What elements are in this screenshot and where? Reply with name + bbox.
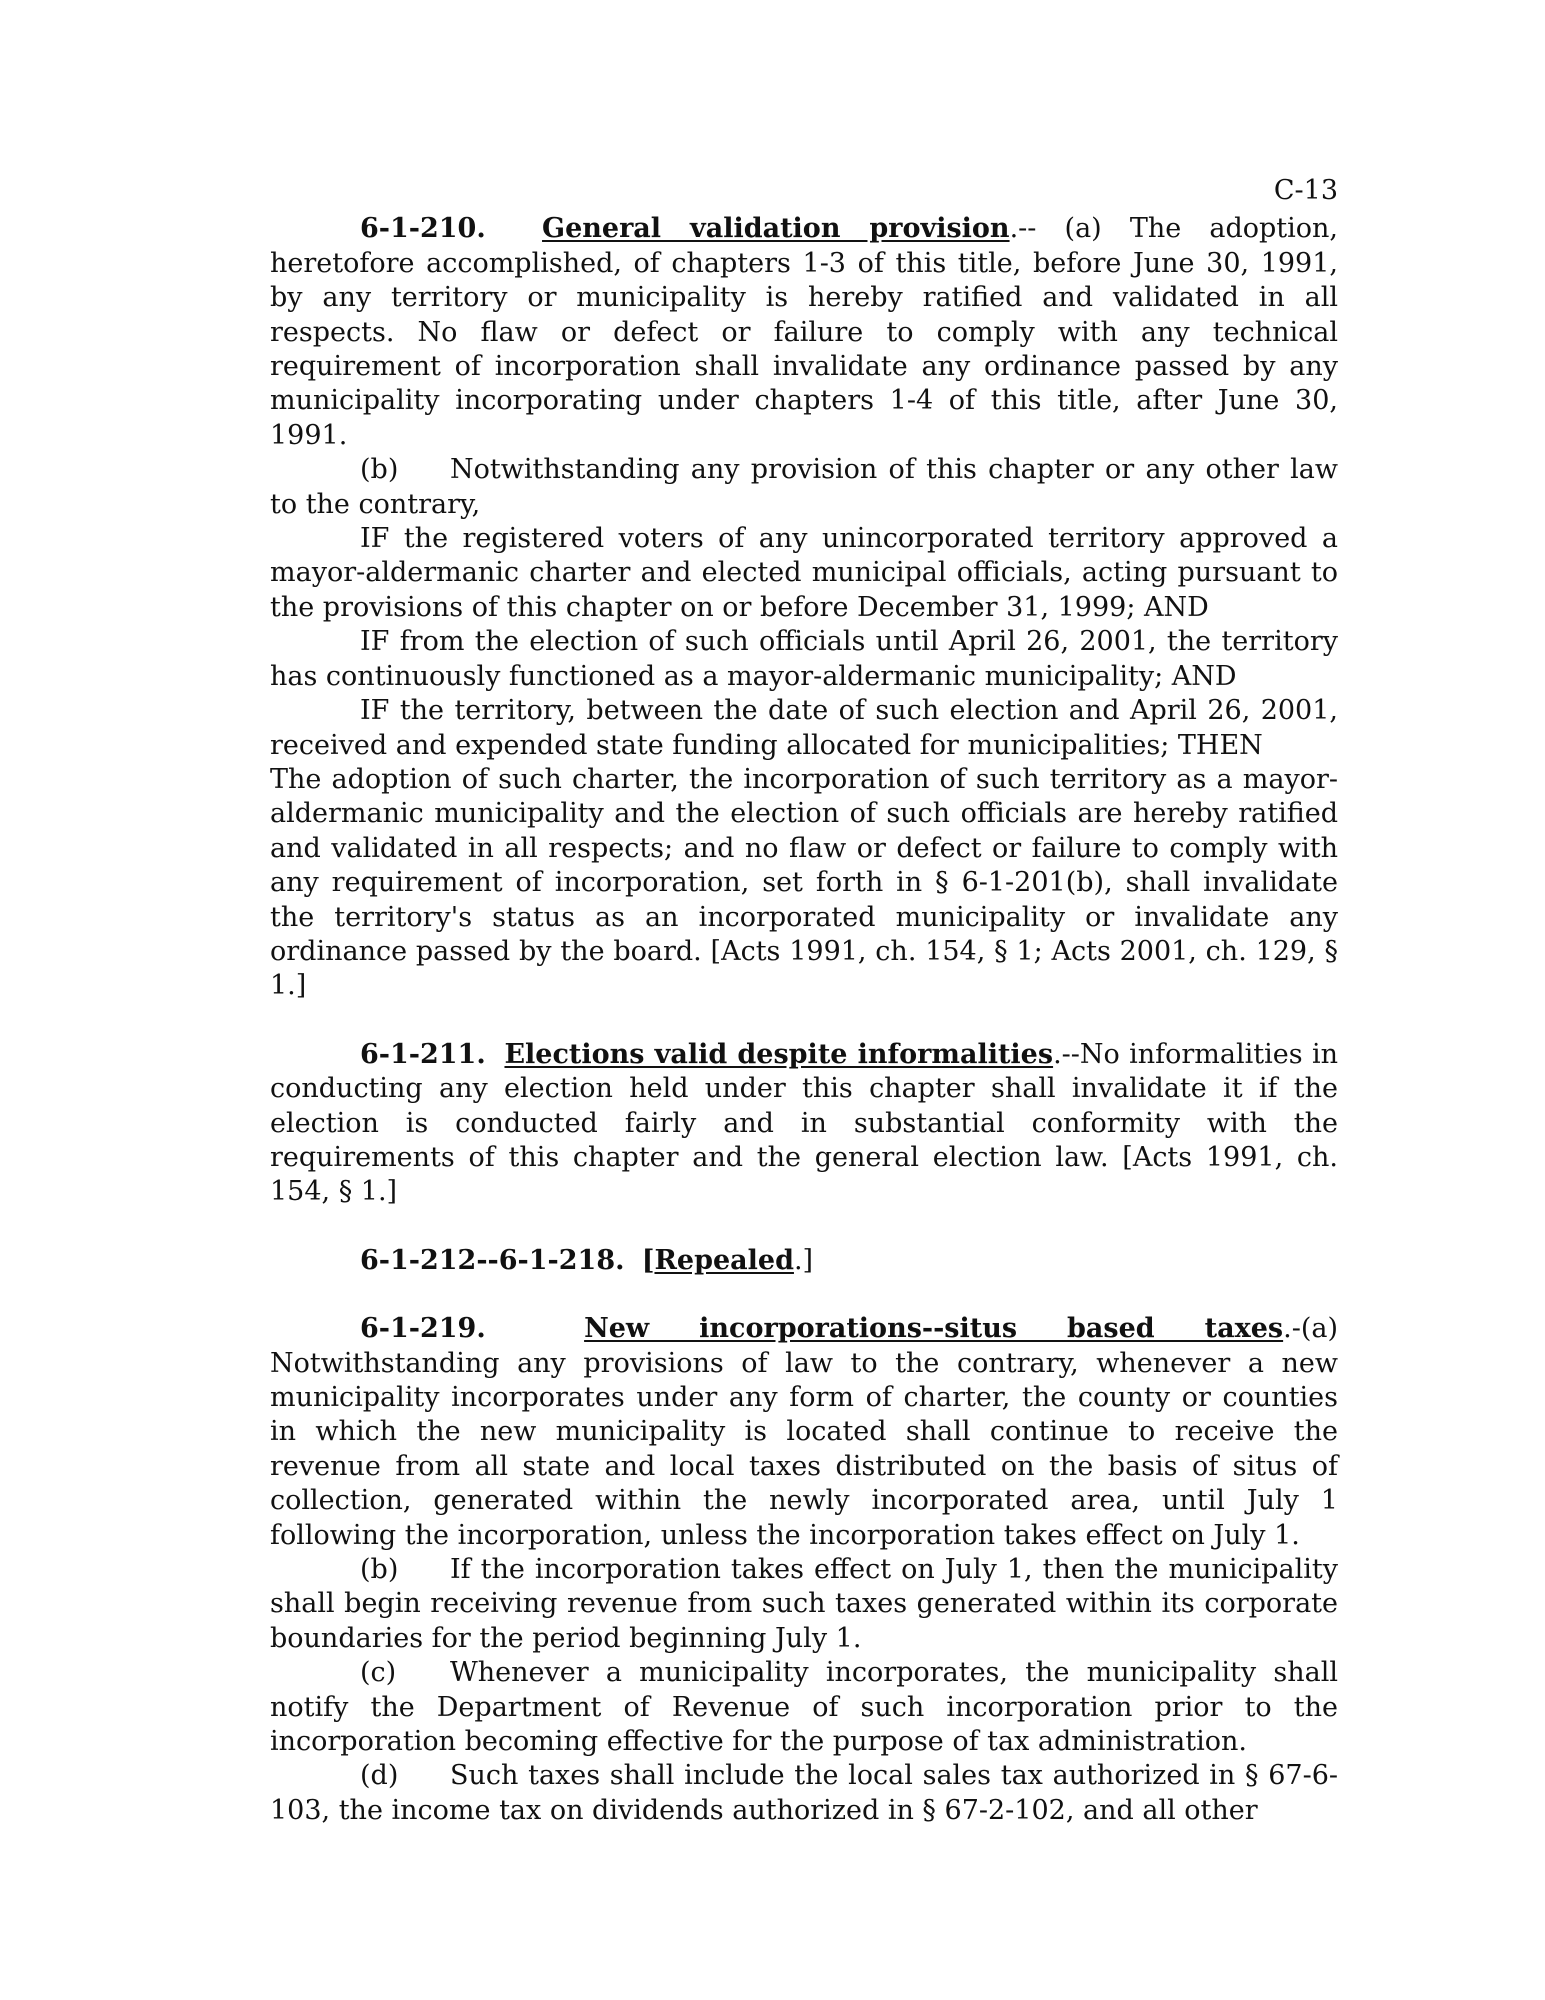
section-212-218 <box>270 1244 1338 1278</box>
section-gap <box>270 1210 1338 1244</box>
page-number: C-13 <box>1273 175 1338 206</box>
section-210-if3: IF the territory, between the date of such election and April 26, 2001, received and expended state funding allocated for municipalities; THEN <box>270 695 1338 761</box>
subsection-text: If the incorporation takes effect on July 1, then the municipality shall begin receiving revenue from such taxes generated within its corporate boundaries for the period beginning July 1. <box>270 1554 1338 1654</box>
subsection-text: Such taxes shall include the local sales tax authorized in § 67-6-103, the income tax on dividends authorized in § 67-2-102, and all other <box>270 1760 1338 1826</box>
section-210-b <box>270 453 1338 522</box>
section-text: .-- (a) The adoption, heretofore accomplished, of chapters 1-3 of this title, before June 30, 1991, by any territory or municipality is hereby ratified and validated in all respects. No flaw or defect or failure to comply with any technical requirement of incorporation shall invalidate any ordinance passed by any municipality incorporating under chapters 1-4 of this title, after June 30, 1991. <box>270 213 1338 451</box>
section-210-if1: IF the registered voters of any unincorporated territory approved a mayor-aldermanic charter and elected municipal officials, acting pursuant to the provisions of this chapter on or before December 31, 1999; AND <box>270 523 1338 623</box>
section-number: 6-1-219. <box>360 1313 486 1345</box>
section-number: 6-1-211. <box>360 1038 486 1070</box>
section-gap <box>270 1004 1338 1038</box>
section-gap <box>270 1278 1338 1312</box>
section-210-a <box>270 212 1338 453</box>
subsection-label: (d) <box>360 1760 399 1792</box>
section-210-then: The adoption of such charter, the incorporation of such territory as a mayor-aldermanic municipality and the election of such officials are hereby ratified and validated in all respects; and no flaw or defect or failure to comply with any requirement of incorporation, set forth in § 6-1-201(b), shall invalidate the territory's status as an incorporated municipality or invalidate any ordinance passed by the board. [Acts 1991, ch. 154, § 1; Acts 2001, ch. 129, § 1.] <box>270 763 1338 1002</box>
bracket-close: .] <box>793 1244 814 1276</box>
section-title: Elections valid despite informalities <box>504 1038 1054 1070</box>
section-title: New incorporations--situs based taxes <box>584 1313 1284 1345</box>
section-title: General validation provision <box>542 213 1010 245</box>
section-text: .-(a) Notwithstanding any provisions of law to the contrary, whenever a new municipality incorporates under any form of charter, the county or counties in which the new municipality is located shall continue to receive the revenue from all state and local taxes distributed on the basis of situs of collection, generated within the newly incorporated area, until July 1 following the incorporation, unless the incorporation takes effect on July 1. <box>270 1313 1338 1551</box>
subsection-label: (b) <box>360 1554 399 1586</box>
section-219-c <box>270 1656 1338 1759</box>
document-page <box>270 174 1338 1828</box>
section-text: .--No informalities in conducting any election held under this chapter shall invalidate it if the election is conducted fairly and in substantial conformity with the requirements of this chapter and the general election law. [Acts 1991, ch. 154, § 1.] <box>270 1038 1338 1208</box>
bracket-open: [ <box>641 1244 655 1276</box>
subsection-text: Whenever a municipality incorporates, the municipality shall notify the Department of Revenue of such incorporation prior to the incorporation becoming effective for the purpose of tax administration. <box>270 1657 1338 1758</box>
section-number: 6-1-210. <box>360 213 486 245</box>
section-number: 6-1-212--6-1-218. <box>360 1244 625 1276</box>
subsection-label: (b) <box>360 454 399 486</box>
section-219-d <box>270 1759 1338 1828</box>
subsection-text: Notwithstanding any provision of this chapter or any other law to the contrary, <box>270 454 1338 520</box>
section-219-b <box>270 1553 1338 1656</box>
section-210-if2: IF from the election of such officials until April 26, 2001, the territory has continuously functioned as a mayor-aldermanic municipality; AND <box>270 626 1338 692</box>
section-title: Repealed <box>654 1244 794 1276</box>
section-211 <box>270 1038 1338 1210</box>
section-219-a <box>270 1312 1338 1553</box>
subsection-label: (c) <box>360 1657 397 1689</box>
